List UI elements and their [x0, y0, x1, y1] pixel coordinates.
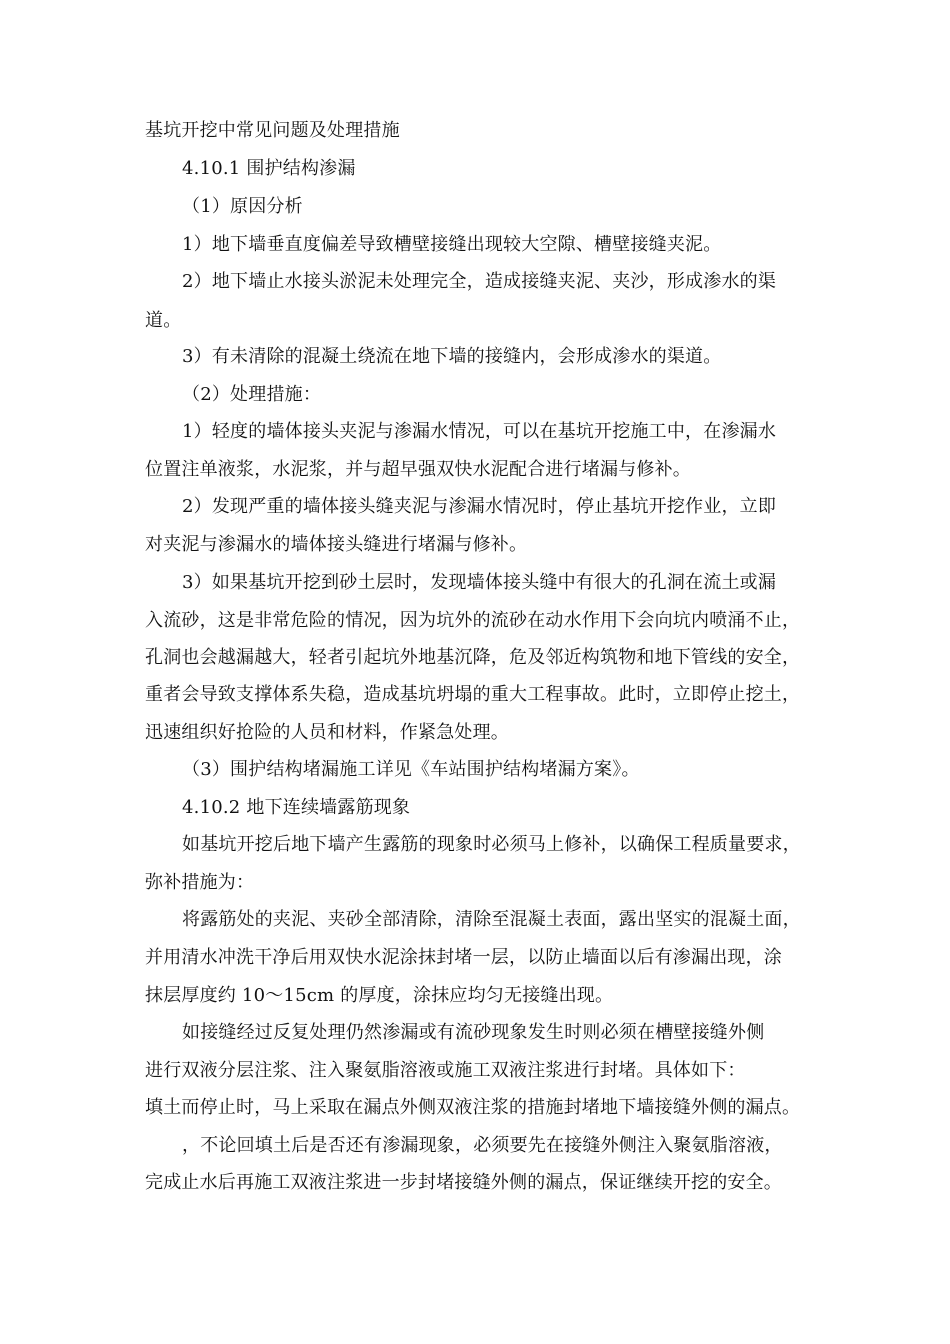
text-line: 2）地下墙止水接头淤泥未处理完全，造成接缝夹泥、夹沙，形成渗水的渠 [182, 271, 777, 292]
text-line: 3）如果基坑开挖到砂土层时，发现墙体接头缝中有很大的孔洞在流土或漏 [182, 572, 777, 593]
section-heading: 4.10.2 地下连续墙露筋现象 [182, 797, 411, 818]
subsection-heading: （3）围护结构堵漏施工详见《车站围护结构堵漏方案》。 [182, 759, 640, 780]
text-line: 如基坑开挖后地下墙产生露筋的现象时必须马上修补，以确保工程质量要求， [182, 834, 801, 855]
text-line: 并用清水冲洗干净后用双快水泥涂抹封堵一层，以防止墙面以后有渗漏出现，涂 [145, 947, 782, 968]
text-line: 迅速组织好抢险的人员和材料，作紧急处理。 [145, 722, 509, 743]
text-line: 孔洞也会越漏越大，轻者引起坑外地基沉降，危及邻近构筑物和地下管线的安全， [145, 647, 801, 668]
text-line: 对夹泥与渗漏水的墙体接头缝进行堵漏与修补。 [145, 534, 528, 555]
text-line: 重者会导致支撑体系失稳，造成基坑坍塌的重大工程事故。此时，立即停止挖土， [145, 684, 801, 705]
text-line: 1）地下墙垂直度偏差导致槽壁接缝出现较大空隙、槽壁接缝夹泥。 [182, 234, 722, 255]
text-line: 2）发现严重的墙体接头缝夹泥与渗漏水情况时，停止基坑开挖作业，立即 [182, 496, 777, 517]
text-line: 1）轻度的墙体接头夹泥与渗漏水情况，可以在基坑开挖施工中，在渗漏水 [182, 421, 777, 442]
text-line: 填土而停止时，马上采取在漏点外侧双液注浆的措施封堵地下墙接缝外侧的漏点。 [145, 1097, 801, 1118]
text-line: 将露筋处的夹泥、夹砂全部清除，清除至混凝土表面，露出坚实的混凝土面， [182, 909, 801, 930]
subsection-heading: （2）处理措施： [182, 384, 322, 405]
document-title: 基坑开挖中常见问题及处理措施 [145, 120, 400, 141]
section-heading: 4.10.1 围护结构渗漏 [182, 158, 356, 179]
text-line: 抹层厚度约 10～15cm 的厚度，涂抹应均匀无接缝出现。 [145, 985, 614, 1006]
text-line: 进行双液分层注浆、注入聚氨脂溶液或施工双液注浆进行封堵。具体如下： [145, 1060, 746, 1081]
text-line: 如接缝经过反复处理仍然渗漏或有流砂现象发生时则必须在槽壁接缝外侧 [182, 1022, 765, 1043]
text-line: 道。 [145, 310, 182, 331]
subsection-heading: （1）原因分析 [182, 196, 303, 217]
text-line: 弥补措施为： [145, 872, 255, 893]
text-line: 3）有未清除的混凝土绕流在地下墙的接缝内，会形成渗水的渠道。 [182, 346, 722, 367]
text-line: 位置注单液浆，水泥浆，并与超早强双快水泥配合进行堵漏与修补。 [145, 459, 691, 480]
text-line: 入流砂，这是非常危险的情况，因为坑外的流砂在动水作用下会向坑内喷涌不止， [145, 610, 801, 631]
text-line: 完成止水后再施工双液注浆进一步封堵接缝外侧的漏点，保证继续开挖的安全。 [145, 1172, 782, 1193]
text-line: ，不论回填土后是否还有渗漏现象，必须要先在接缝外侧注入聚氨脂溶液， [182, 1135, 783, 1156]
